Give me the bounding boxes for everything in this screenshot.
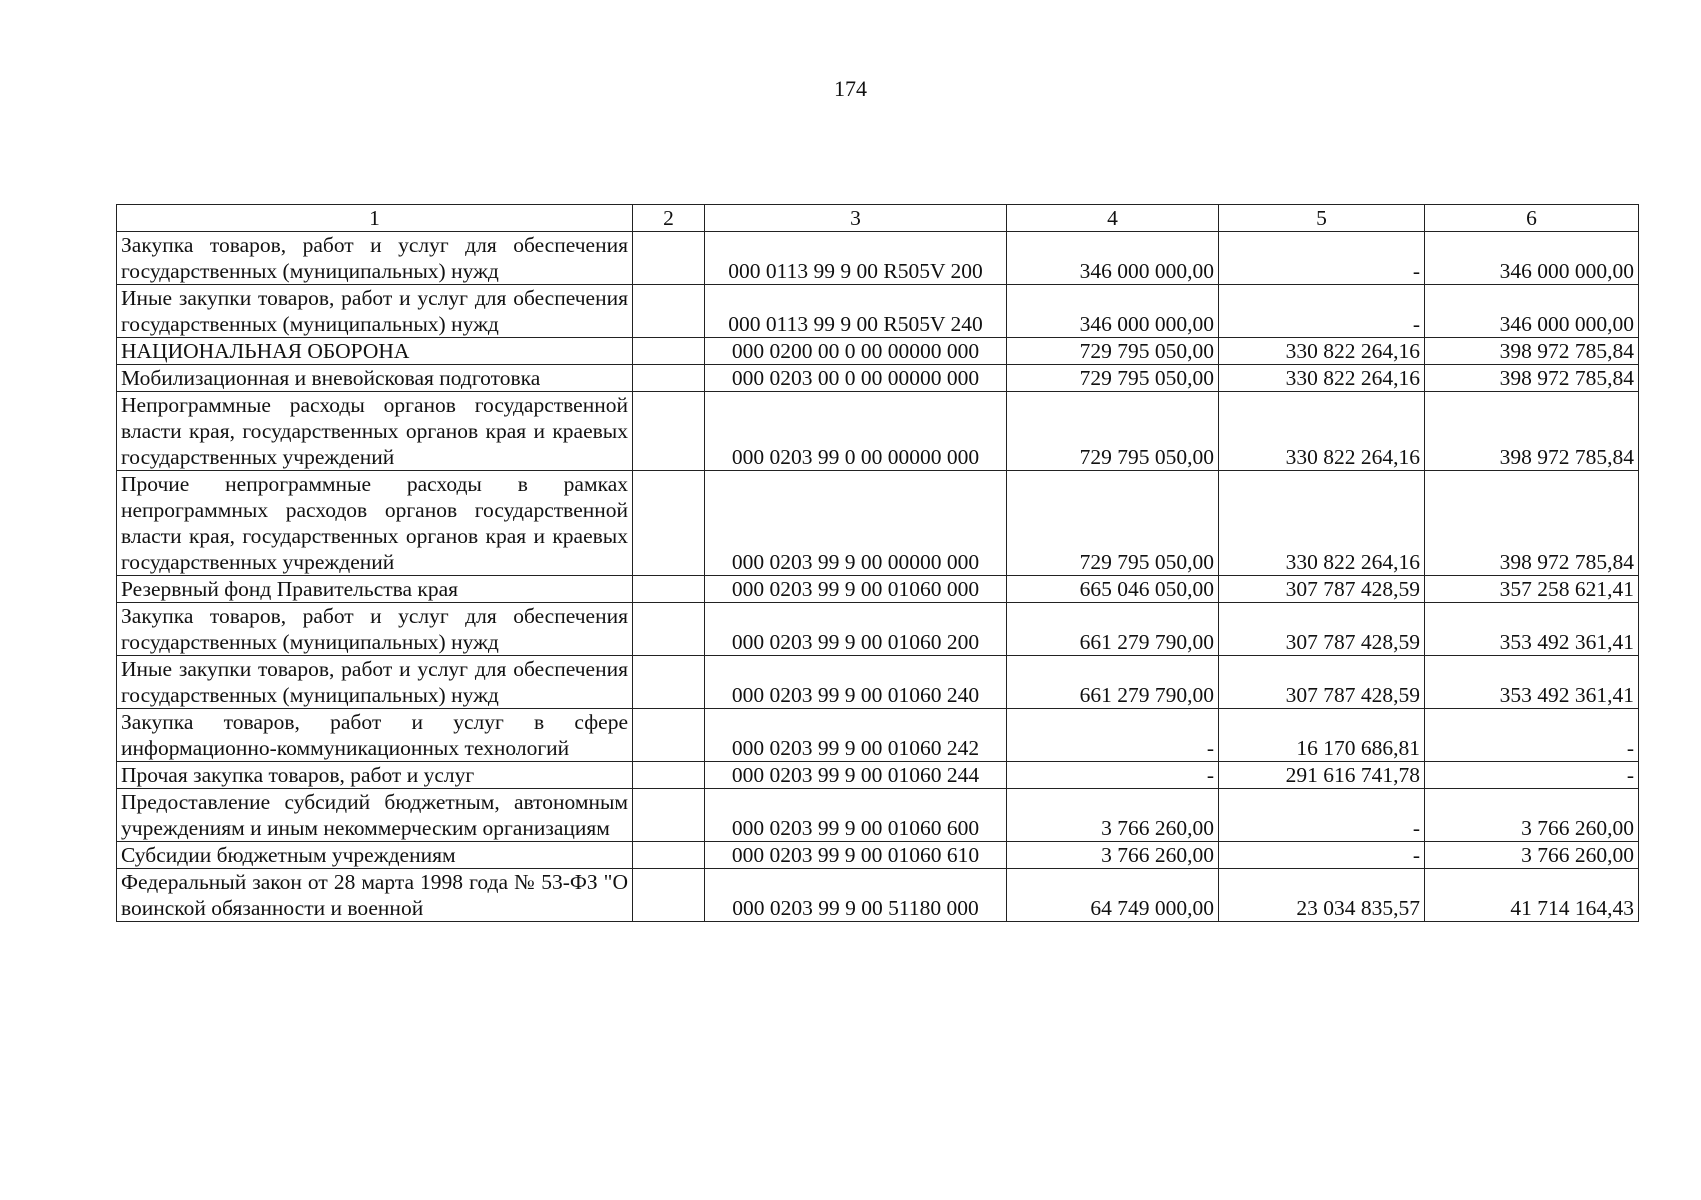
row-code: 000 0203 99 9 00 01060 200	[705, 603, 1007, 656]
row-col6: 3 766 260,00	[1425, 842, 1639, 869]
row-col6: 353 492 361,41	[1425, 656, 1639, 709]
row-code: 000 0203 99 9 00 01060 242	[705, 709, 1007, 762]
row-col5: 16 170 686,81	[1219, 709, 1425, 762]
table-row	[117, 285, 1639, 338]
row-name: Прочая закупка товаров, работ и услуг	[117, 762, 633, 789]
row-col6: 398 972 785,84	[1425, 365, 1639, 392]
row-name: Иные закупки товаров, работ и услуг для обеспечения государственных (муниципальных) нужд	[117, 285, 633, 338]
row-code: 000 0203 99 9 00 51180 000	[705, 869, 1007, 922]
row-col4: 346 000 000,00	[1007, 232, 1219, 285]
row-code: 000 0203 99 9 00 01060 610	[705, 842, 1007, 869]
row-col6: 357 258 621,41	[1425, 576, 1639, 603]
table-row	[117, 656, 1639, 709]
row-col6: 346 000 000,00	[1425, 285, 1639, 338]
row-name: Мобилизационная и вневойсковая подготовка	[117, 365, 633, 392]
row-col2	[633, 576, 705, 603]
row-col2	[633, 842, 705, 869]
row-code: 000 0203 99 0 00 00000 000	[705, 392, 1007, 471]
row-col2	[633, 762, 705, 789]
row-name: Предоставление субсидий бюджетным, автономным учреждениям и иным некоммерческим организациям	[117, 789, 633, 842]
table-row	[117, 392, 1639, 471]
row-col5: 307 787 428,59	[1219, 576, 1425, 603]
row-col5: -	[1219, 842, 1425, 869]
row-name: Закупка товаров, работ и услуг для обеспечения государственных (муниципальных) нужд	[117, 232, 633, 285]
row-col2	[633, 392, 705, 471]
row-code: 000 0203 99 9 00 01060 244	[705, 762, 1007, 789]
row-col6: 398 972 785,84	[1425, 338, 1639, 365]
row-col2	[633, 709, 705, 762]
row-code: 000 0113 99 9 00 R505V 240	[705, 285, 1007, 338]
page-number: 174	[834, 76, 867, 101]
row-col2	[633, 471, 705, 576]
table-row	[117, 842, 1639, 869]
row-col2	[633, 789, 705, 842]
row-col5: 330 822 264,16	[1219, 471, 1425, 576]
row-col5: 291 616 741,78	[1219, 762, 1425, 789]
row-col6: 398 972 785,84	[1425, 471, 1639, 576]
row-col2	[633, 869, 705, 922]
column-header-5: 5	[1219, 205, 1425, 232]
row-col5: 330 822 264,16	[1219, 338, 1425, 365]
row-col4: 661 279 790,00	[1007, 603, 1219, 656]
row-name: Закупка товаров, работ и услуг в сфере информационно-коммуникационных технологий	[117, 709, 633, 762]
row-col6: -	[1425, 709, 1639, 762]
row-name: Непрограммные расходы органов государственной власти края, государственных органов края и краевых государственных учреждений	[117, 392, 633, 471]
row-col2	[633, 232, 705, 285]
table-row	[117, 471, 1639, 576]
row-col6: 3 766 260,00	[1425, 789, 1639, 842]
row-col4: 661 279 790,00	[1007, 656, 1219, 709]
row-col5: 330 822 264,16	[1219, 392, 1425, 471]
row-col4: 729 795 050,00	[1007, 338, 1219, 365]
row-col4: -	[1007, 762, 1219, 789]
column-header-4: 4	[1007, 205, 1219, 232]
row-code: 000 0203 99 9 00 00000 000	[705, 471, 1007, 576]
row-col5: -	[1219, 232, 1425, 285]
row-name: Прочие непрограммные расходы в рамках непрограммных расходов органов государственной власти края, государственных органов края и краевых государственных учреждений	[117, 471, 633, 576]
row-col5: 307 787 428,59	[1219, 603, 1425, 656]
row-code: 000 0203 00 0 00 00000 000	[705, 365, 1007, 392]
column-header-2: 2	[633, 205, 705, 232]
row-col5: 330 822 264,16	[1219, 365, 1425, 392]
row-col5: 23 034 835,57	[1219, 869, 1425, 922]
row-code: 000 0203 99 9 00 01060 000	[705, 576, 1007, 603]
row-code: 000 0203 99 9 00 01060 240	[705, 656, 1007, 709]
table-row	[117, 576, 1639, 603]
row-name: НАЦИОНАЛЬНАЯ ОБОРОНА	[117, 338, 633, 365]
row-name: Иные закупки товаров, работ и услуг для обеспечения государственных (муниципальных) нужд	[117, 656, 633, 709]
column-header-3: 3	[705, 205, 1007, 232]
row-name: Закупка товаров, работ и услуг для обеспечения государственных (муниципальных) нужд	[117, 603, 633, 656]
row-col6: 398 972 785,84	[1425, 392, 1639, 471]
table-row	[117, 869, 1639, 922]
row-code: 000 0200 00 0 00 00000 000	[705, 338, 1007, 365]
row-col4: 729 795 050,00	[1007, 392, 1219, 471]
row-col2	[633, 365, 705, 392]
row-col4: 729 795 050,00	[1007, 365, 1219, 392]
row-code: 000 0113 99 9 00 R505V 200	[705, 232, 1007, 285]
table-row	[117, 789, 1639, 842]
row-name: Федеральный закон от 28 марта 1998 года № 53-ФЗ "О воинской обязанности и военной	[117, 869, 633, 922]
row-col4: -	[1007, 709, 1219, 762]
row-col5: 307 787 428,59	[1219, 656, 1425, 709]
row-col5: -	[1219, 285, 1425, 338]
row-col2	[633, 656, 705, 709]
row-col6: 41 714 164,43	[1425, 869, 1639, 922]
column-header-6: 6	[1425, 205, 1639, 232]
row-col2	[633, 285, 705, 338]
table-row	[117, 232, 1639, 285]
row-col5: -	[1219, 789, 1425, 842]
row-col6: 353 492 361,41	[1425, 603, 1639, 656]
row-col6: -	[1425, 762, 1639, 789]
column-header-1: 1	[117, 205, 633, 232]
header-row	[117, 205, 1639, 232]
table-row	[117, 709, 1639, 762]
table-row	[117, 338, 1639, 365]
row-col2	[633, 338, 705, 365]
row-name: Резервный фонд Правительства края	[117, 576, 633, 603]
row-col4: 346 000 000,00	[1007, 285, 1219, 338]
row-col4: 729 795 050,00	[1007, 471, 1219, 576]
budget-table	[116, 204, 1639, 922]
table-row	[117, 603, 1639, 656]
row-col4: 3 766 260,00	[1007, 842, 1219, 869]
row-col4: 665 046 050,00	[1007, 576, 1219, 603]
row-name: Субсидии бюджетным учреждениям	[117, 842, 633, 869]
row-col6: 346 000 000,00	[1425, 232, 1639, 285]
row-col4: 3 766 260,00	[1007, 789, 1219, 842]
row-col4: 64 749 000,00	[1007, 869, 1219, 922]
row-code: 000 0203 99 9 00 01060 600	[705, 789, 1007, 842]
table-row	[117, 762, 1639, 789]
table-row	[117, 365, 1639, 392]
row-col2	[633, 603, 705, 656]
